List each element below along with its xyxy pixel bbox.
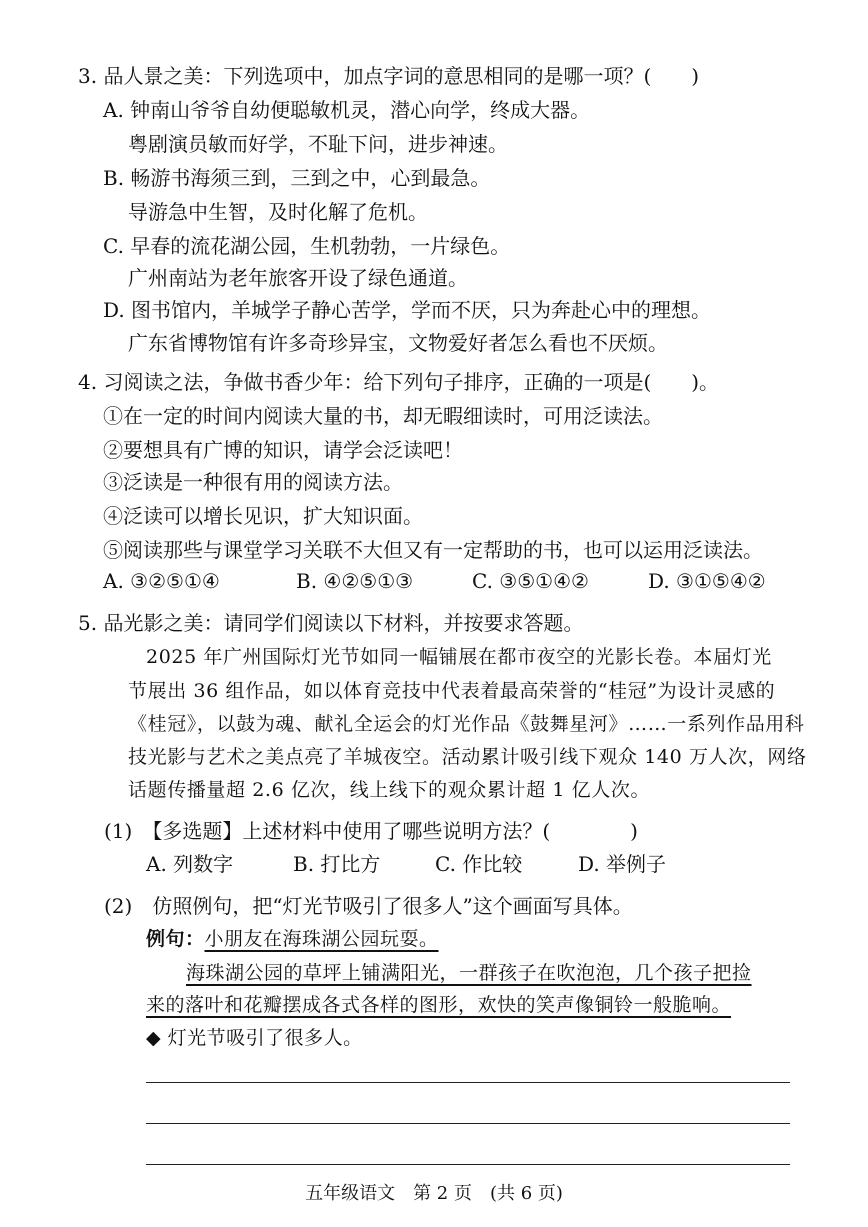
q5-passage-line-1: 2025 年广州国际灯光节如同一幅铺展在都市夜空的光影长卷。本届灯光 — [146, 646, 772, 668]
q4-sentence-5: ⑤阅读那些与课堂学习关联不大但又有一定帮助的书，也可以运用泛读法。 — [103, 538, 763, 562]
q3-option-a-second: 粤剧演员敏而好学，不耻下问，进步神速。 — [128, 132, 508, 156]
q5-passage-line-5: 话题传播量超 2.6 亿次，线上线下的观众累计超 1 亿人次。 — [128, 779, 651, 801]
example-short-sentence: 小朋友在海珠湖公园玩耍。 — [204, 928, 439, 950]
q5-sub1-title: (1) 【多选题】上述材料中使用了哪些说明方法？( ) — [104, 819, 638, 843]
q5-sub2-prompt: ◆ 灯光节吸引了很多人。 — [146, 1027, 363, 1049]
q4-choice-b: B. ④②⑤①③ — [296, 569, 414, 593]
q3-option-b-second: 导游急中生智，及时化解了危机。 — [128, 200, 428, 224]
q3-option-d-second: 广东省博物馆有许多奇珍异宝，文物爱好者怎么看也不厌烦。 — [128, 331, 668, 355]
q4-choice-d: D. ③①⑤④② — [648, 569, 766, 593]
q3-option-a: A. 钟南山爷爷自幼便聪敏机灵，潜心向学，终成大器。 — [103, 98, 591, 122]
q4-sentence-3: ③泛读是一种很有用的阅读方法。 — [103, 470, 403, 494]
q3-title: 3. 品人景之美：下列选项中，加点字词的意思相同的是哪一项？( ) — [78, 64, 700, 88]
q5-passage-line-3: 《桂冠》，以鼓为魂、献礼全运会的灯光作品《鼓舞星河》……一系列作品用科 — [128, 713, 805, 735]
q3-option-c-second: 广州南站为老年旅客开设了绿色通道。 — [128, 266, 468, 290]
page-footer: 五年级语文 第 2 页 (共 6 页) — [305, 1183, 563, 1204]
q5-passage-line-4: 技光影与艺术之美点亮了羊城夜空。活动累计吸引线下观众 140 万人次，网络 — [128, 746, 807, 768]
q5-passage-line-2: 节展出 36 组作品，如以体育竞技中代表着最高荣誉的“桂冠”为设计灵感的 — [128, 680, 776, 702]
q3-option-d: D. 图书馆内，羊城学子静心苦学，学而不厌，只为奔赴心中的理想。 — [103, 298, 712, 322]
q4-choice-c: C. ③⑤①④② — [472, 569, 589, 593]
answer-line-1[interactable] — [146, 1082, 790, 1083]
q4-sentence-4: ④泛读可以增长见识，扩大知识面。 — [103, 504, 423, 528]
q5-sub2-title: (2) 仿照例句，把“灯光节吸引了很多人”这个画面写具体。 — [104, 894, 633, 918]
q4-choice-a: A. ③②⑤①④ — [103, 569, 220, 593]
example-long-line-2: 来的落叶和花瓣摆成各式各样的图形，欢快的笑声像铜铃一般脆响。 — [146, 994, 732, 1016]
q4-title: 4. 习阅读之法，争做书香少年：给下列句子排序，正确的一项是( )。 — [78, 370, 720, 394]
q5-sub1-choice-b: B. 打比方 — [293, 852, 381, 876]
q4-sentence-1: ①在一定的时间内阅读大量的书，却无暇细读时，可用泛读法。 — [103, 404, 663, 428]
q5-sub1-choice-d: D. 举例子 — [578, 852, 667, 876]
example-label: 例句： — [146, 928, 205, 950]
q5-sub1-choice-a: A. 列数字 — [146, 852, 234, 876]
q3-option-c: C. 早春的流花湖公园，生机勃勃，一片绿色。 — [103, 234, 511, 258]
q4-sentence-2: ②要想具有广博的知识，请学会泛读吧！ — [103, 438, 463, 462]
q5-title: 5. 品光影之美：请同学们阅读以下材料，并按要求答题。 — [78, 611, 584, 635]
answer-line-2[interactable] — [146, 1123, 790, 1124]
q5-sub1-choice-c: C. 作比较 — [435, 852, 523, 876]
q5-example-row — [146, 926, 439, 952]
example-long-line-1: 海珠湖公园的草坪上铺满阳光，一群孩子在吹泡泡，几个孩子把捡 — [186, 962, 752, 984]
q3-option-b: B. 畅游书海须三到，三到之中，心到最急。 — [103, 166, 491, 190]
answer-line-3[interactable] — [146, 1164, 790, 1165]
